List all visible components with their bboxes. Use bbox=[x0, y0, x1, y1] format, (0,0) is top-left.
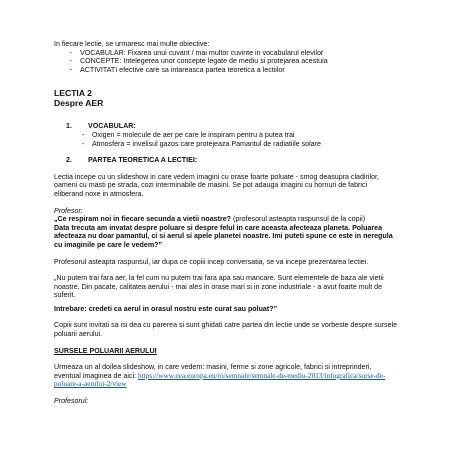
vocab-oxigen: Oxigen = molecule de aer pe care le inspiram pentru a putea trai bbox=[92, 130, 295, 139]
paragraph-second-slideshow bbox=[54, 363, 398, 389]
section-vocabular bbox=[54, 122, 398, 148]
question-text: „Ce respiram noi in fiecare secunda a vietii noastre? bbox=[54, 215, 232, 224]
paragraph-discussion: Copiii sunt invitati sa isi dea cu parerea si sunt ghidati catre partea din lectie unde se vorbeste despre sursele poluarii aerului. bbox=[54, 321, 398, 339]
objectives-list bbox=[54, 49, 398, 75]
list-item bbox=[54, 66, 398, 75]
section-title: VOCABULAR: bbox=[88, 122, 136, 131]
vocab-atmosfera: Atmosfera = invelisul gazos care protejeaza Pamantul de radiatiile solare bbox=[92, 139, 321, 148]
list-item bbox=[54, 49, 398, 58]
section-heading-sources: SURSELE POLUARII AERULUI bbox=[54, 346, 157, 355]
paragraph-air: „Nu putem trai fara aer, la fel cum nu putem trai fara apa sau mancare. Sunt elementele de baza ale vietii noastre. Din pacate, calitatea aerului - mai ales in orase mari si in zone industriale - a avut foarte mult de suferit. bbox=[54, 274, 384, 300]
teacher-question-2: Intrebare: credeti ca aerul in orasul nostru este curat sau poluat?” bbox=[54, 304, 278, 313]
lesson-title: Despre AER bbox=[54, 98, 104, 109]
objectives-intro: In fiecare lectie, se urmaresc mai multe obiective: bbox=[54, 40, 210, 48]
dash-bullet: - bbox=[82, 139, 85, 148]
list-item bbox=[54, 57, 398, 66]
objective-activitati: ACTIVITATI efective care sa intareasca partea teoretica a lectiilor bbox=[80, 65, 285, 74]
dash-bullet: - bbox=[69, 48, 72, 57]
section-title: PARTEA TEORETICA A LECTIEI: bbox=[88, 156, 198, 165]
dash-bullet: - bbox=[69, 65, 72, 74]
list-item bbox=[82, 131, 398, 140]
paragraph-slideshow: Lectia incepe cu un slideshow in care vedem imagini cu orase foarte poluate - smog deasupra cladirilor, oameni cu masti pe strada, cozi interminabile de masini. Se pot adauga imagini cu hornuri de fabrici eliberand noxe in atmosfera. bbox=[54, 172, 379, 198]
lesson-sections bbox=[54, 122, 398, 164]
section-theory bbox=[54, 156, 398, 165]
dash-bullet: - bbox=[69, 57, 72, 66]
lesson-number: LECTIA 2 bbox=[54, 88, 92, 99]
vocab-list bbox=[54, 131, 398, 148]
objective-vocabular: VOCABULAR: Fixarea unui cuvant / mai multor cuvinte in vocabularul elevilor bbox=[80, 48, 324, 57]
list-item bbox=[82, 140, 398, 149]
section-number: 2. bbox=[66, 156, 72, 165]
teacher-label-2: Profesorul: bbox=[54, 397, 89, 406]
paragraph-answer: Profesorul asteapta raspunsul, iar dupa ce copiii incep conversatia, se va incepe prezentarea lectiei. bbox=[54, 257, 369, 266]
objective-concepte: CONCEPTE: Intelegerea unor concepte legate de mediu si protejarea acestuia bbox=[80, 57, 328, 66]
eea-infographic-link[interactable]: https://www.eea.europa.eu/ro/semnale/semnale-de-mediu-2013/infografica/surse-de-poluare-a-aerului-2/view bbox=[54, 370, 386, 389]
teacher-statement: Data trecuta am invatat despre poluare si despre felul in care aceasta afecteaza planeta. Poluarea afecteaza nu doar pamantul, ci si aerul si apele planetei noastre. Imi puteti spune ce este in neregula cu imaginile pe care le vedem?” bbox=[54, 223, 393, 249]
dash-bullet: - bbox=[82, 130, 85, 139]
teacher-label: Profesor: bbox=[54, 206, 83, 215]
section-number: 1. bbox=[66, 122, 72, 131]
paragraph-text: Urmeaza un al doilea slideshow, in care vedem: masini, ferme si zone agricole, fabrici si intreprinderi, eventual imaginea de aici: bbox=[54, 363, 372, 380]
question-note: (profesorul asteapta raspunsul de la copii) bbox=[231, 215, 366, 224]
teacher-question-1 bbox=[54, 215, 398, 224]
